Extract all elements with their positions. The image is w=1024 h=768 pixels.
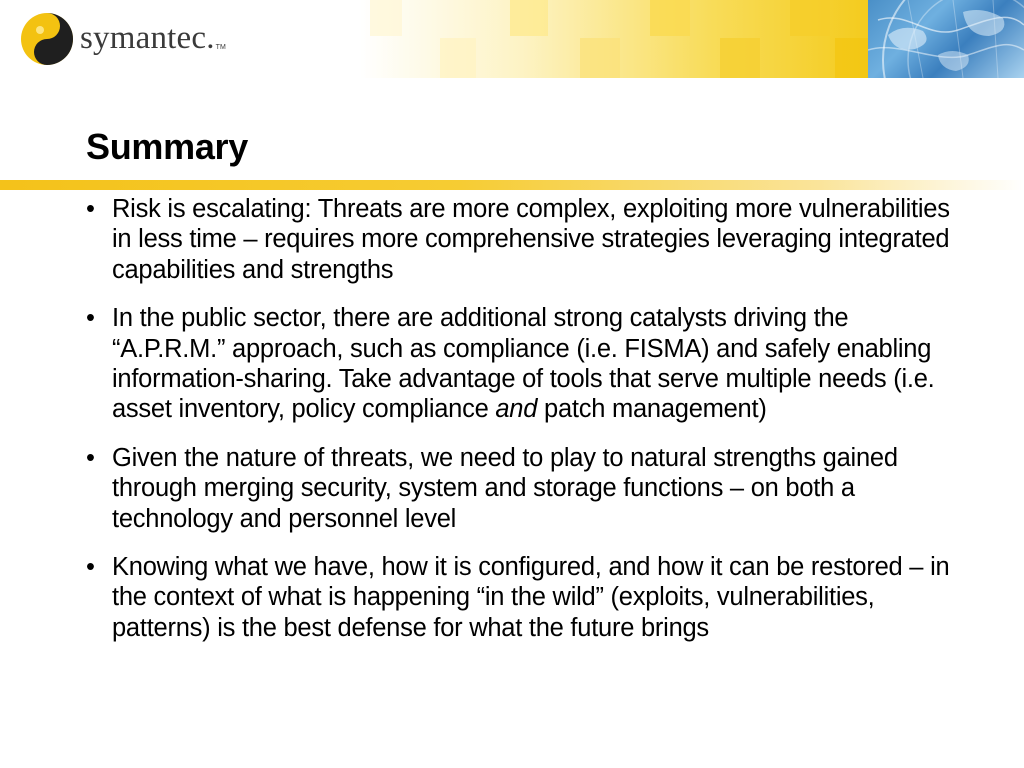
bullet-text: In the public sector, there are additional strong catalysts driving the “A.P.R.M.” approach, such as compliance (i.e. FISMA) and safely enabling information-sharing. Take advantage of tools that serve multiple needs (i.e. asset inventory, policy compliance (112, 304, 935, 424)
bullet-item (84, 303, 964, 425)
bullet-marker: • (86, 304, 95, 333)
title-underline (0, 180, 1024, 190)
slide-title: Summary (86, 126, 248, 167)
bullet-text: Given the nature of threats, we need to play to natural strengths gained through merging security, system and storage functions – on both a technology and personnel level (112, 443, 898, 533)
bullet-text: Knowing what we have, how it is configured, and how it can be restored – in the context of what is happening “in the wild” (exploits, vulnerabilities, patterns) is the best defense for what the future brings (112, 553, 950, 642)
symantec-logo-icon (20, 12, 74, 66)
trademark-mark: TM (215, 43, 226, 51)
decorative-tile (720, 38, 760, 78)
decorative-tile (580, 38, 620, 78)
decorative-tile (510, 0, 548, 36)
decorative-tile (370, 0, 402, 36)
bullet-item (84, 552, 964, 643)
bullet-item (84, 194, 964, 285)
symantec-logo (20, 12, 226, 66)
decorative-tile (650, 0, 690, 36)
header-band (0, 0, 1024, 80)
bullet-text: Risk is escalating: Threats are more complex, exploiting more vulnerabilities in less time – requires more comprehensive strategies leveraging integrated capabilities and strengths (112, 195, 950, 284)
decorative-tiles (360, 0, 900, 78)
bullet-item (84, 443, 964, 534)
globe-icon (868, 0, 1024, 78)
bullet-text-continued: patch management) (537, 395, 767, 424)
globe-image (868, 0, 1024, 78)
decorative-tile (440, 38, 476, 78)
bullet-emphasis: and (495, 395, 538, 424)
bullet-marker: • (86, 553, 95, 582)
bullet-marker: • (86, 195, 95, 223)
bullet-marker: • (86, 443, 95, 472)
decorative-tile (790, 0, 830, 36)
brand-name: symantec. (80, 19, 215, 56)
bullet-list (84, 194, 964, 661)
